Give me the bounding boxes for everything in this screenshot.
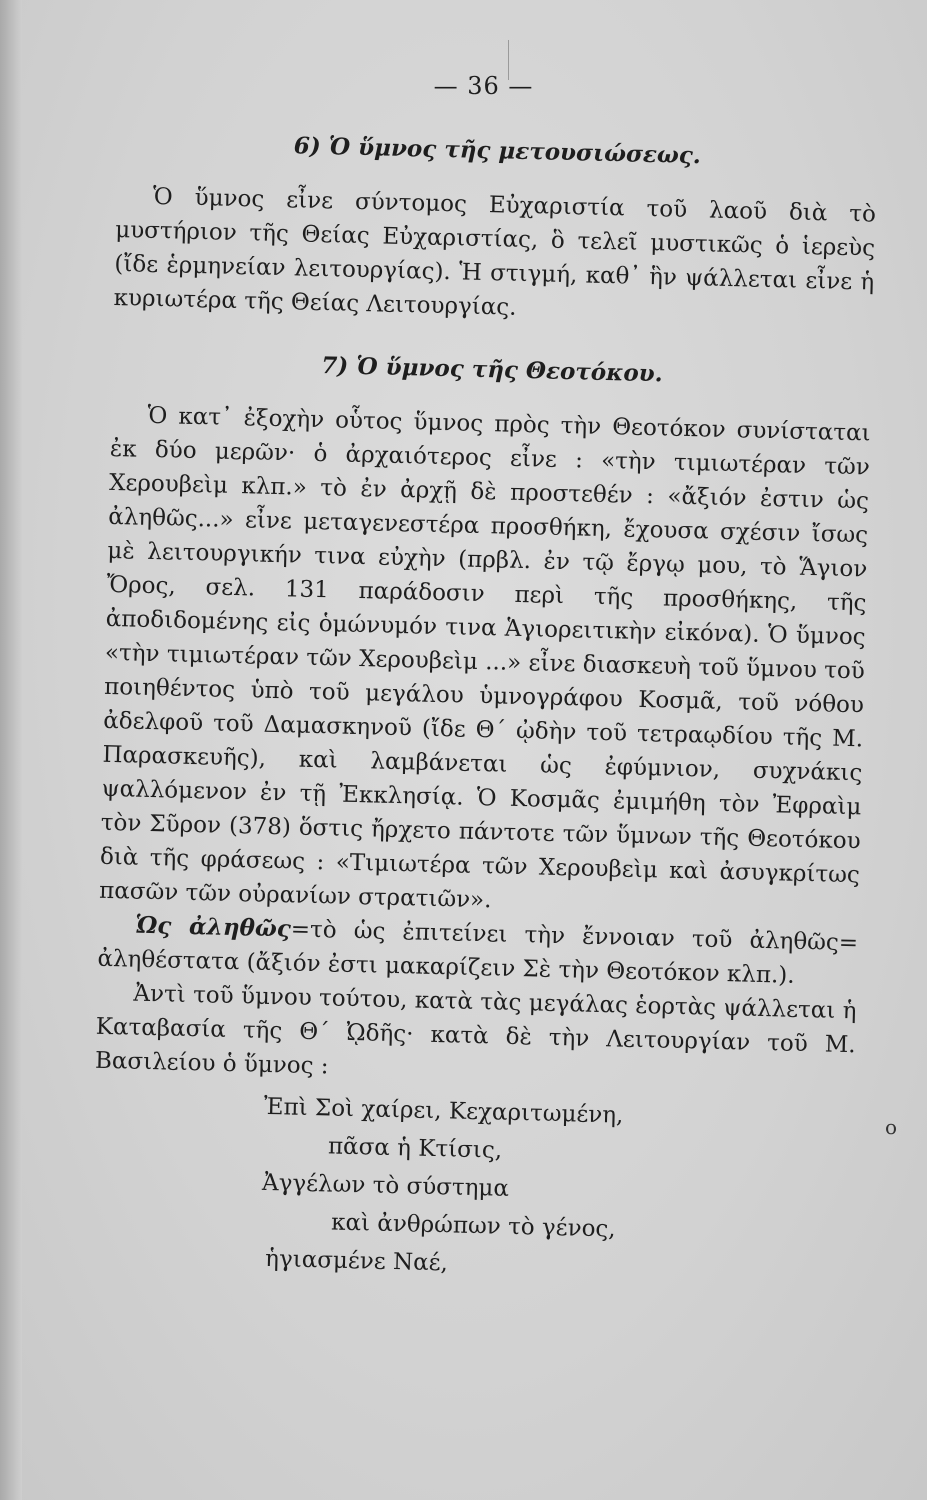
section-6-paragraph: Ὁ ὕμνος εἶνε σύντομος Εὐχαριστία τοῦ λαοῦ διὰ τὸ μυστήριον τῆς Θείας Εὐχαριστίας, ὃ τελεῖ μυστικῶς ὁ ἱερεὺς (ἴδε ἑρμηνείαν λειτουργίας). Ἡ στιγμή, καθ᾽ ἣν ψάλλεται εἶνε ἡ κυριωτέρα τῆς Θείας Λειτουργίας. bbox=[113, 183, 877, 321]
hymn-line: ἡγιασμένε Ναέ, bbox=[264, 1245, 449, 1276]
section-7-paragraph: Ὁ κατ᾽ ἐξοχὴν οὗτος ὕμνος πρὸς τὴν Θεοτόκον συνίσταται ἐκ δύο μερῶν· ὁ ἀρχαιότερος εἶνε : «τὴν τιμιωτέραν τῶν Χερουβεὶμ κλπ.» τὸ ἐν ἀρχῇ δὲ προστεθέν : «ἄξιόν ἐστιν ὡς ἀληθῶς...» εἶνε μεταγενεστέρα προσθήκη, ἔχουσα σχέσιν ἴσως μὲ λειτουργικήν τινα εὐχὴν (πρβλ. ἐν τῷ ἔργῳ μου, τὸ Ἅγιον Ὄρος, σελ. 131 παράδοσιν περὶ τῆς προσθήκης, τῆς ἀποδιδομένης εἰς ὁμώνυμόν τινα Ἁγιορειτικὴν εἰκόνα). Ὁ ὕμνος «τὴν τιμιωτέραν τῶν Χερουβεὶμ ...» εἶνε διασκευὴ τοῦ ὕμνου τοῦ ποιηθέντος ὑπὸ τοῦ μεγάλου ὑμνογράφου Κοσμᾶ, τοῦ νόθου ἀδελφοῦ τοῦ Δαμασκηνοῦ (ἴδε Θ´ ᾠδὴν τοῦ τετραῳδίου τῆς Μ. Παρασκευῆς), καὶ λαμβάνεται ὡς ἐφύμνιον, συχνάκις ψαλλόμενον ἐν τῇ Ἐκκλησίᾳ. Ὁ Κοσμᾶς ἐμιμήθη τὸν Ἐφραὶμ τὸν Σῦρον (378) ὅστις ἤρχετο πάντοτε τῶν ὕμνων τῆς Θεοτόκου διὰ τῆς φράσεως : «Τιμιωτέρα τῶν Χερουβεὶμ καὶ ἀσυγκρίτως πασῶν τῶν οὐρανίων στρατιῶν». bbox=[98, 402, 871, 913]
page-number: — 36 — bbox=[433, 72, 534, 100]
hymn-line: καὶ ἀνθρώπων τὸ γένος, bbox=[330, 1209, 616, 1243]
section-heading-6: 6) Ὁ ὕμνος τῆς μετουσιώσεως. bbox=[293, 132, 702, 170]
section-heading-7: 7) Ὁ ὕμνος τῆς Θεοτόκου. bbox=[321, 351, 664, 388]
hymn-line: πᾶσα ἡ Κτίσις, bbox=[327, 1133, 503, 1164]
book-spine-shadow bbox=[0, 0, 22, 1500]
term-heading: Ὡς ἀληθῶς bbox=[134, 911, 292, 943]
hymn-line: Ἐπὶ Σοὶ χαίρει, Κεχαριτωμένη, bbox=[263, 1093, 624, 1129]
hymn-line: Ἀγγέλων τὸ σύστημα bbox=[261, 1169, 510, 1202]
term-explanation: =τὸ ὡς ἐπιτείνει τὴν ἔννοιαν τοῦ ἀληθῶς= ἀληθέστατα (ἄξιόν ἐστι μακαρίζειν Σὲ τὴν Θεοτόκον κλπ.). bbox=[97, 916, 859, 989]
hymn-verse bbox=[90, 1083, 854, 1292]
closing-paragraph: Ἀντὶ τοῦ ὕμνου τούτου, κατὰ τὰς μεγάλας ἑορτὰς ψάλλεται ἡ Καταβασία τῆς Θ´ ᾨδῆς· κατὰ δὲ τὴν Λειτουργίαν τοῦ Μ. Βασιλείου ὁ ὕμνος : bbox=[94, 980, 857, 1080]
margin-mark: o bbox=[884, 1115, 897, 1139]
page-body bbox=[90, 120, 878, 1292]
